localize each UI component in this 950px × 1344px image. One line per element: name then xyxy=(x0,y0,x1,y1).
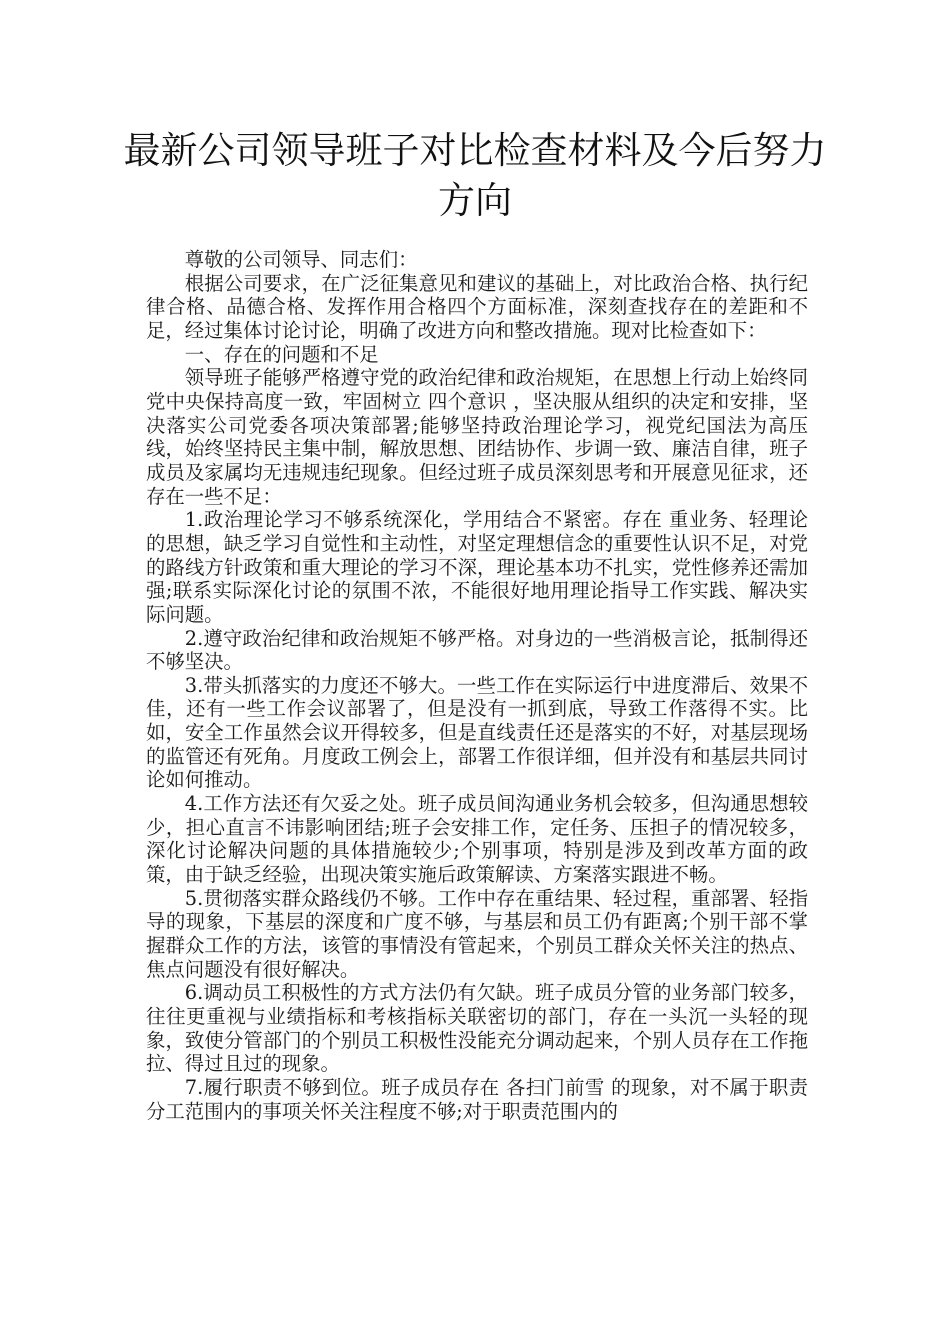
issue-paragraph-4: 4.工作方法还有欠妥之处。班子成员间沟通业务机会较多，但沟通思想较少，担心直言不讳影响团结;班子会安排工作，定任务、压担子的情况较多，深化讨论解决问题的具体措施较少;个别事项，特别是涉及到改革方面的政策，由于缺乏经验，出现决策实施后政策解读、方案落实跟进不畅。 xyxy=(146,792,808,887)
issue-paragraph-1: 1.政治理论学习不够系统深化，学用结合不紧密。存在 重业务、轻理论 的思想，缺乏学习自觉性和主动性，对坚定理想信念的重要性认识不足，对党的路线方针政策和重大理论的学习不深，理论基本功不扎实，党性修养还需加强;联系实际深化讨论的氛围不浓，不能很好地用理论指导工作实践、解决实际问题。 xyxy=(146,508,808,626)
document-body xyxy=(146,248,808,1123)
intro-paragraph: 根据公司要求，在广泛征集意见和建议的基础上，对比政治合格、执行纪律合格、品德合格、发挥作用合格四个方面标准，深刻查找存在的差距和不足，经过集体讨论讨论，明确了改进方向和整改措施。现对比检查如下： xyxy=(146,271,808,342)
issue-paragraph-3: 3.带头抓落实的力度还不够大。一些工作在实际运行中进度滞后、效果不佳，还有一些工作会议部署了，但是没有一抓到底，导致工作落得不实。比如，安全工作虽然会议开得较多，但是直线责任还是落实的不好，对基层现场的监管还有死角。月度政工例会上，部署工作很详细，但并没有和基层共同讨论如何推动。 xyxy=(146,673,808,792)
section-heading: 一、存在的问题和不足 xyxy=(184,342,379,366)
overview-paragraph: 领导班子能够严格遵守党的政治纪律和政治规矩，在思想上行动上始终同党中央保持高度一致，牢固树立 四个意识 ，坚决服从组织的决定和安排，坚决落实公司党委各项决策部署;能够坚持政治理论学习，视党纪国法为高压线，始终坚持民主集中制，解放思想、团结协作、步调一致、廉洁自律，班子成员及家属均无违规违纪现象。但经过班子成员深刻思考和开展意见征求，还存在一些不足： xyxy=(146,366,808,508)
issue-paragraph-5: 5.贯彻落实群众路线仍不够。工作中存在重结果、轻过程，重部署、轻指导的现象，下基层的深度和广度不够，与基层和员工仍有距离;个别干部不掌握群众工作的方法，该管的事情没有管起来，个别员工群众关怀关注的热点、焦点问题没有很好解决。 xyxy=(146,886,808,981)
issue-paragraph-7: 7.履行职责不够到位。班子成员存在 各扫门前雪 的现象，对不属于职责分工范围内的事项关怀关注程度不够;对于职责范围内的 xyxy=(146,1075,808,1123)
issue-paragraph-2: 2.遵守政治纪律和政治规矩不够严格。对身边的一些消极言论，抵制得还不够坚决。 xyxy=(146,626,808,674)
document-title: 最新公司领导班子对比检查材料及今后努力方向 xyxy=(123,129,827,222)
issue-paragraph-6: 6.调动员工积极性的方式方法仍有欠缺。班子成员分管的业务部门较多，往往更重视与业绩指标和考核指标关联密切的部门，存在一头沉一头轻的现象，致使分管部门的个别员工积极性没能充分调动起来，个别人员存在工作拖拉、得过且过的现象。 xyxy=(146,981,808,1076)
greeting-paragraph: 尊敬的公司领导、同志们： xyxy=(184,248,418,271)
